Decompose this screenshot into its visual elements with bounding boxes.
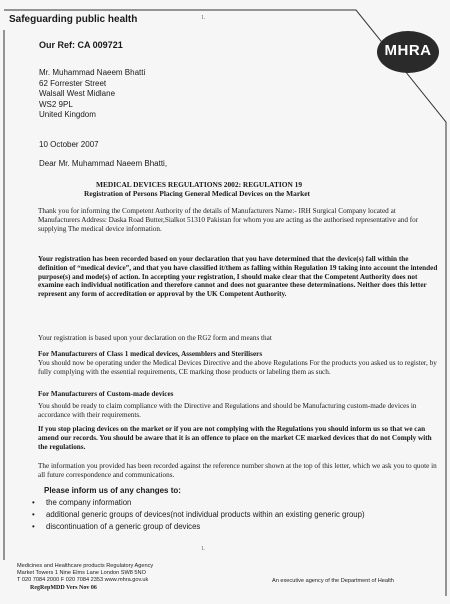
address-line: 62 Forrester Street (39, 78, 107, 88)
address-line: Mr. Muhammad Naeem Bhatti (39, 68, 146, 77)
mhra-logo (376, 30, 440, 74)
list-item: • the company information (28, 498, 428, 507)
footer-org: Medicines and Healthcare products Regulatory Agency (17, 563, 154, 569)
page-mark-bottom: 1. (201, 546, 206, 552)
custom-made-heading: For Manufacturers of Custom-made devices (38, 390, 174, 398)
list-item: • discontinuation of a generic group of devices (28, 522, 428, 531)
salutation: Dear Mr. Muhammad Naeem Bhatti, (39, 159, 168, 168)
list-item: • additional generic groups of devices(not individual products within an existing generic group) (28, 510, 428, 519)
thanks-paragraph: Thank you for informing the Competent Authority of the details of Manufacturers Name:- IRH Surgical Company located at Manufacturers Address: Daska Road Butter,Sialkot 51310 Pakistan for whom you are acting as the authorised representative and for supplying The medical device information. (38, 207, 419, 233)
page-mark-top: 1. (201, 15, 206, 21)
information-recorded: The information you provided has been recorded against the reference number shown at the top of this letter, which we ask you to quote in all future correspondence and communications. (38, 462, 437, 479)
subject-line-2: Registration of Persons Placing General Medical Devices on the Market (84, 189, 310, 198)
mhra-logo-text: MHRA (384, 42, 432, 59)
class1-body: You should now be operating under the Medical Devices Directive and the above Regulations For the products you asked us to register, by fully complying with the essential requirements, CE marking those products or labeling them as such. (38, 359, 437, 376)
changes-heading: Please inform us of any changes to: (44, 486, 181, 495)
form-reference: RegRepMDD Vers Nov 06 (30, 585, 97, 591)
letter-date: 10 October 2007 (39, 140, 99, 149)
registration-statement: Your registration has been recorded based on your declaration that you have determined that the device(s) fall within the definition of “medical device”, and that you have classified it/them as falling within Regulation 19 taking into account the intended purpose(s) and mode(s) of action. In accepting your registration, I should make clear that the Competent Authority does not examine each individual notification and therefore cannot and does not guarantee these determinations. Neither does this letter represent any form of accreditation or approval by the UK Competent Authority. (38, 255, 438, 299)
subject-line-1: MEDICAL DEVICES REGULATIONS 2002: REGULATION 19 (96, 180, 303, 189)
changes-list (28, 498, 428, 534)
agency-line: An executive agency of the Department of Health (272, 578, 394, 584)
class1-heading: For Manufacturers of Class 1 medical devices, Assemblers and Sterilisers (38, 350, 263, 358)
custom-made-body: You should be ready to claim compliance with the Directive and Regulations and should be Manufacturing custom-made devices in accordance with their requirements. (38, 402, 417, 419)
rg2-paragraph: Your registration is based upon your declaration on the RG2 form and means that (38, 334, 272, 342)
address-line: Walsall West Midlane (39, 89, 116, 99)
footer-contact: T 020 7084 2000 F 020 7084 2353 www.mhra.gov.uk (17, 577, 149, 583)
reference-number: Our Ref: CA 009721 (39, 40, 123, 50)
footer-address: Market Towers 1 Nine Elms Lane London SW8 5NO (17, 570, 146, 576)
footer-block (17, 563, 153, 584)
stop-notice: If you stop placing devices on the market or if you are not complying with the Regulations you should inform us so that we can amend our records. You should be aware that it is an offence to place on the market CE marked devices that do not Comply with the regulations. (38, 425, 432, 451)
address-line: United Kingdom (39, 110, 96, 120)
address-line: WS2 9PL (39, 99, 73, 109)
org-title: Safeguarding public health (9, 14, 138, 25)
recipient-address (39, 68, 145, 121)
